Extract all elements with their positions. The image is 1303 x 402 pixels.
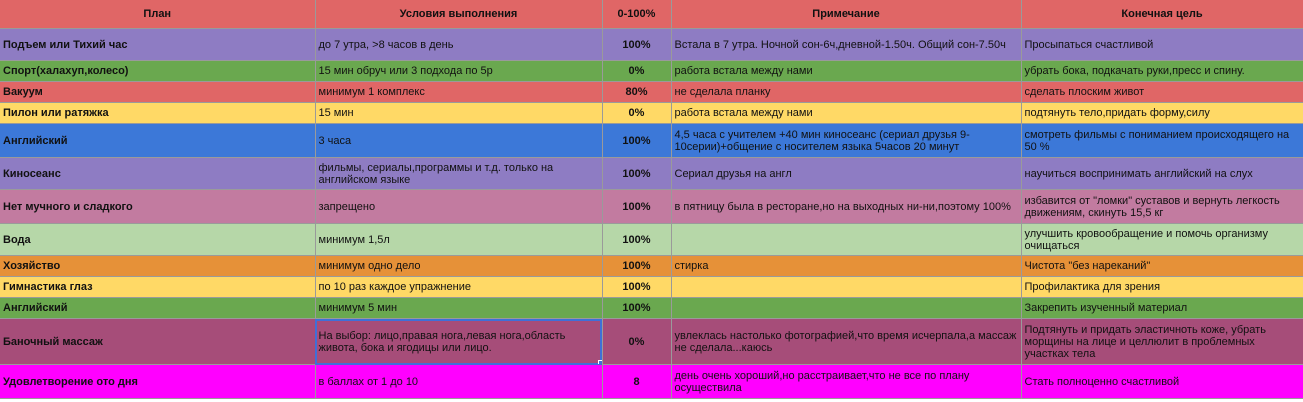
cell-conditions[interactable]: 3 часа bbox=[315, 124, 602, 158]
cell-note[interactable]: день очень хороший,но расстраивает,что не все по плану осуществила bbox=[671, 365, 1021, 399]
cell-plan[interactable]: Вакуум bbox=[0, 82, 315, 103]
cell-percent[interactable]: 100% bbox=[602, 224, 671, 256]
table-row bbox=[0, 29, 1303, 61]
table-row bbox=[0, 319, 1303, 365]
cell-plan[interactable]: Баночный массаж bbox=[0, 319, 315, 365]
selected-cell[interactable] bbox=[315, 319, 602, 365]
table-row bbox=[0, 61, 1303, 82]
cell-note[interactable]: не сделала планку bbox=[671, 82, 1021, 103]
cell-conditions[interactable]: запрещено bbox=[315, 190, 602, 224]
cell-note[interactable]: стирка bbox=[671, 256, 1021, 277]
cell-plan[interactable]: Подъем или Тихий час bbox=[0, 29, 315, 61]
cell-percent[interactable]: 100% bbox=[602, 298, 671, 319]
table-row bbox=[0, 124, 1303, 158]
cell-percent[interactable]: 100% bbox=[602, 124, 671, 158]
table-row bbox=[0, 277, 1303, 298]
cell-goal[interactable]: избавится от "ломки" суставов и вернуть легкость движениям, скинуть 15,5 кг bbox=[1021, 190, 1303, 224]
table-row bbox=[0, 158, 1303, 190]
cell-note[interactable] bbox=[671, 224, 1021, 256]
cell-note[interactable]: Сериал друзья на англ bbox=[671, 158, 1021, 190]
cell-plan[interactable]: Киносеанс bbox=[0, 158, 315, 190]
cell-note[interactable]: в пятницу была в ресторане,но на выходных ни-ни,поэтому 100% bbox=[671, 190, 1021, 224]
cell-goal[interactable]: Подтянуть и придать эластичноть коже, убрать морщины на лице и целлюлит в проблемных участках тела bbox=[1021, 319, 1303, 365]
cell-conditions[interactable]: минимум одно дело bbox=[315, 256, 602, 277]
cell-percent[interactable]: 0% bbox=[602, 61, 671, 82]
header-percent[interactable]: 0-100% bbox=[602, 0, 671, 29]
cell-goal[interactable]: улучшить кровообращение и помочь организму очищаться bbox=[1021, 224, 1303, 256]
cell-conditions: На выбор: лицо,правая нога,левая нога,область живота, бока и ягодицы или лицо. bbox=[318, 329, 566, 354]
cell-note[interactable]: 4,5 часа с учителем +40 мин киносеанс (сериал друзья 9-10серии)+общение с носителем языка 5часов 20 минут bbox=[671, 124, 1021, 158]
header-goal[interactable]: Конечная цель bbox=[1021, 0, 1303, 29]
cell-plan[interactable]: Гимнастика глаз bbox=[0, 277, 315, 298]
cell-conditions[interactable]: до 7 утра, >8 часов в день bbox=[315, 29, 602, 61]
cell-conditions[interactable]: минимум 1,5л bbox=[315, 224, 602, 256]
cell-plan[interactable]: Удовлетворение ото дня bbox=[0, 365, 315, 399]
cell-note[interactable] bbox=[671, 298, 1021, 319]
cell-percent[interactable]: 0% bbox=[602, 319, 671, 365]
cell-note[interactable]: Встала в 7 утра. Ночной сон-6ч,дневной-1.50ч. Общий сон-7.50ч bbox=[671, 29, 1021, 61]
cell-note[interactable] bbox=[671, 277, 1021, 298]
fill-handle[interactable] bbox=[598, 360, 603, 365]
table-row bbox=[0, 103, 1303, 124]
cell-plan[interactable]: Хозяйство bbox=[0, 256, 315, 277]
cell-percent[interactable]: 100% bbox=[602, 190, 671, 224]
cell-conditions[interactable]: в баллах от 1 до 10 bbox=[315, 365, 602, 399]
cell-conditions[interactable]: фильмы, сериалы,программы и т.д. только на английском языке bbox=[315, 158, 602, 190]
cell-goal[interactable]: подтянуть тело,придать форму,силу bbox=[1021, 103, 1303, 124]
cell-conditions[interactable]: 15 мин обруч или 3 подхода по 5р bbox=[315, 61, 602, 82]
cell-percent[interactable]: 80% bbox=[602, 82, 671, 103]
cell-note[interactable]: работа встала между нами bbox=[671, 61, 1021, 82]
table-row bbox=[0, 190, 1303, 224]
cell-goal[interactable]: Закрепить изученный материал bbox=[1021, 298, 1303, 319]
cell-conditions[interactable]: минимум 1 комплекс bbox=[315, 82, 602, 103]
header-plan[interactable]: План bbox=[0, 0, 315, 29]
header-row bbox=[0, 0, 1303, 29]
table-row bbox=[0, 365, 1303, 399]
cell-goal[interactable]: Просыпаться счастливой bbox=[1021, 29, 1303, 61]
cell-plan[interactable]: Английский bbox=[0, 298, 315, 319]
cell-percent[interactable]: 100% bbox=[602, 277, 671, 298]
cell-conditions[interactable]: по 10 раз каждое упражнение bbox=[315, 277, 602, 298]
table-row bbox=[0, 256, 1303, 277]
cell-goal[interactable]: Чистота "без нареканий" bbox=[1021, 256, 1303, 277]
cell-percent[interactable]: 0% bbox=[602, 103, 671, 124]
cell-plan[interactable]: Пилон или ратяжка bbox=[0, 103, 315, 124]
cell-percent[interactable]: 100% bbox=[602, 29, 671, 61]
table-row bbox=[0, 298, 1303, 319]
cell-goal[interactable]: научиться воспринимать английский на слух bbox=[1021, 158, 1303, 190]
cell-percent[interactable]: 100% bbox=[602, 256, 671, 277]
cell-plan[interactable]: Спорт(халахуп,колесо) bbox=[0, 61, 315, 82]
cell-conditions[interactable]: 15 мин bbox=[315, 103, 602, 124]
header-note[interactable]: Примечание bbox=[671, 0, 1021, 29]
cell-conditions[interactable]: минимум 5 мин bbox=[315, 298, 602, 319]
cell-plan[interactable]: Английский bbox=[0, 124, 315, 158]
header-conditions[interactable]: Условия выполнения bbox=[315, 0, 602, 29]
cell-goal[interactable]: убрать бока, подкачать руки,пресс и спину. bbox=[1021, 61, 1303, 82]
cell-plan[interactable]: Нет мучного и сладкого bbox=[0, 190, 315, 224]
cell-note[interactable]: увлеклась настолько фотографией,что время исчерпала,а массаж не сделала...каюсь bbox=[671, 319, 1021, 365]
cell-percent[interactable]: 100% bbox=[602, 158, 671, 190]
cell-plan[interactable]: Вода bbox=[0, 224, 315, 256]
table-row bbox=[0, 82, 1303, 103]
table-row bbox=[0, 224, 1303, 256]
cell-percent[interactable]: 8 bbox=[602, 365, 671, 399]
cell-goal[interactable]: смотреть фильмы с пониманием происходящего на 50 % bbox=[1021, 124, 1303, 158]
cell-goal[interactable]: Стать полноценно счастливой bbox=[1021, 365, 1303, 399]
cell-goal[interactable]: Профилактика для зрения bbox=[1021, 277, 1303, 298]
cell-goal[interactable]: сделать плоским живот bbox=[1021, 82, 1303, 103]
cell-note[interactable]: работа встала между нами bbox=[671, 103, 1021, 124]
